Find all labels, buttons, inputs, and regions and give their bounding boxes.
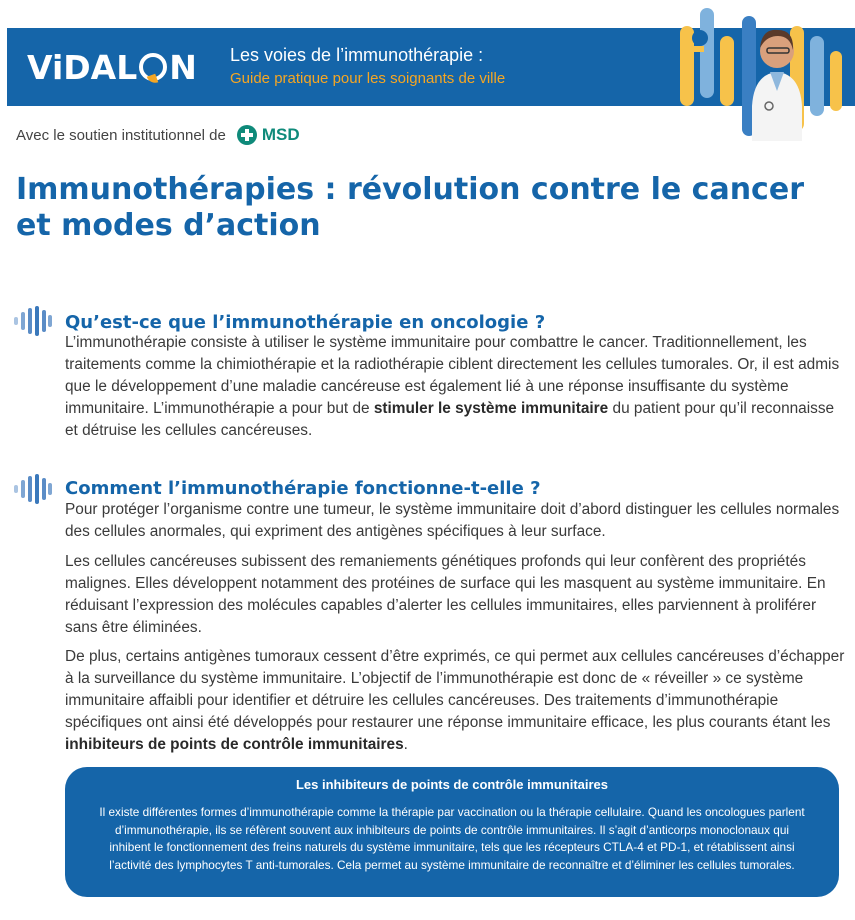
section2-paragraph-1: Pour protéger l’organisme contre une tumeur, le système immunitaire doit d’abord distinguer les cellules normales des cellules anormales, qui expriment des antigènes spécifiques à leur surface. xyxy=(65,501,840,540)
info-box-body: Il existe différentes formes d’immunothérapie comme la thérapie par vaccination ou la thérapie cellulaire. Quand les oncologues parlent d’immunothérapie, ils se réfèrent souvent aux inhibiteurs de points de contrôle immunitaires. Il s’agit d’anticorps monoclonaux qui inhibent le fonctionnement des freins naturels du système immunitaire, tels que les récepteurs CTLA-4 et PD-1, et rétablissent ainsi l’activité des lymphocytes T anti-tumorales. Cela permet au système immunitaire de reconnaître et d’éliminer les cellules tumorales. xyxy=(99,805,805,872)
info-box xyxy=(65,767,839,897)
section1-p1-text: L’immunothérapie consiste à utiliser le système immunitaire pour combattre le cancer. Traditionnellement, les traitements comme la chimiothérapie et la radiothérapie ciblent directement les cellules tumorales. Or, il est admis que le développement d’une maladie cancéreuse est également lié à une réponse insuffisante du système immunitaire. L’immunothérapie a pour but de xyxy=(65,334,840,417)
institutional-support xyxy=(16,124,300,146)
banner-subtitle: Guide pratique pour les soignants de ville xyxy=(230,70,506,87)
vidal-on-logo xyxy=(27,47,197,87)
section2-p3-text: De plus, certains antigènes tumoraux cessent d’être exprimés, ce qui permet aux cellules cancéreuses d’échapper à la surveillance du système immunitaire. L’objectif de l’immunothérapie est donc de « réveiller » ce système immunitaire affaibli pour identifier et détruire les cellules cancéreuses. Des traitements d’immunothérapie spécifiques ont ainsi été développés pour restaurer une réponse immunitaire efficace, les plus courants étant les xyxy=(65,648,845,731)
doctor-illustration-icon xyxy=(672,6,848,146)
section1-p1-end: du patient pour qu’il reconnaisse et détruise les cellules cancéreuses. xyxy=(65,400,835,439)
section2-paragraph-3 xyxy=(65,646,845,756)
section1-heading: Qu’est-ce que l’immunothérapie en oncologie ? xyxy=(65,312,546,333)
section1-paragraph xyxy=(65,332,845,442)
msd-logo-icon xyxy=(236,124,258,146)
section2-p3-bold: inhibiteurs de points de contrôle immunitaires xyxy=(65,736,404,753)
logo-text-left: ViDAL xyxy=(27,47,138,87)
sound-wave-icon xyxy=(14,306,52,336)
section2-p3-end: . xyxy=(403,736,408,753)
logo-text-right: N xyxy=(169,47,197,87)
section2-paragraph-2: Les cellules cancéreuses subissent des remaniements génétiques profonds qui leur confèrent des propriétés malignes. Elles développent notamment des protéines de surface qui les masquent au système immunitaire. En réduisant l’expression des molécules capables d’alerter les cellules immunitaires, elles parviennent à proliférer sans être éliminées. xyxy=(65,553,826,636)
support-text: Avec le soutien institutionnel de xyxy=(16,126,226,144)
section2-heading: Comment l’immunothérapie fonctionne-t-elle ? xyxy=(65,478,541,499)
info-box-title: Les inhibiteurs de points de contrôle immunitaires xyxy=(295,777,609,792)
logo-o-icon xyxy=(139,53,167,81)
msd-logo xyxy=(236,124,300,146)
msd-logo-text: MSD xyxy=(261,125,300,144)
banner-title: Les voies de l’immunothérapie : xyxy=(230,45,484,65)
section1-p1-bold: stimuler le système immunitaire xyxy=(373,400,609,417)
sound-wave-icon xyxy=(14,474,52,504)
page-title: Immunothérapies : révolution contre le cancer et modes d’action xyxy=(16,172,804,243)
